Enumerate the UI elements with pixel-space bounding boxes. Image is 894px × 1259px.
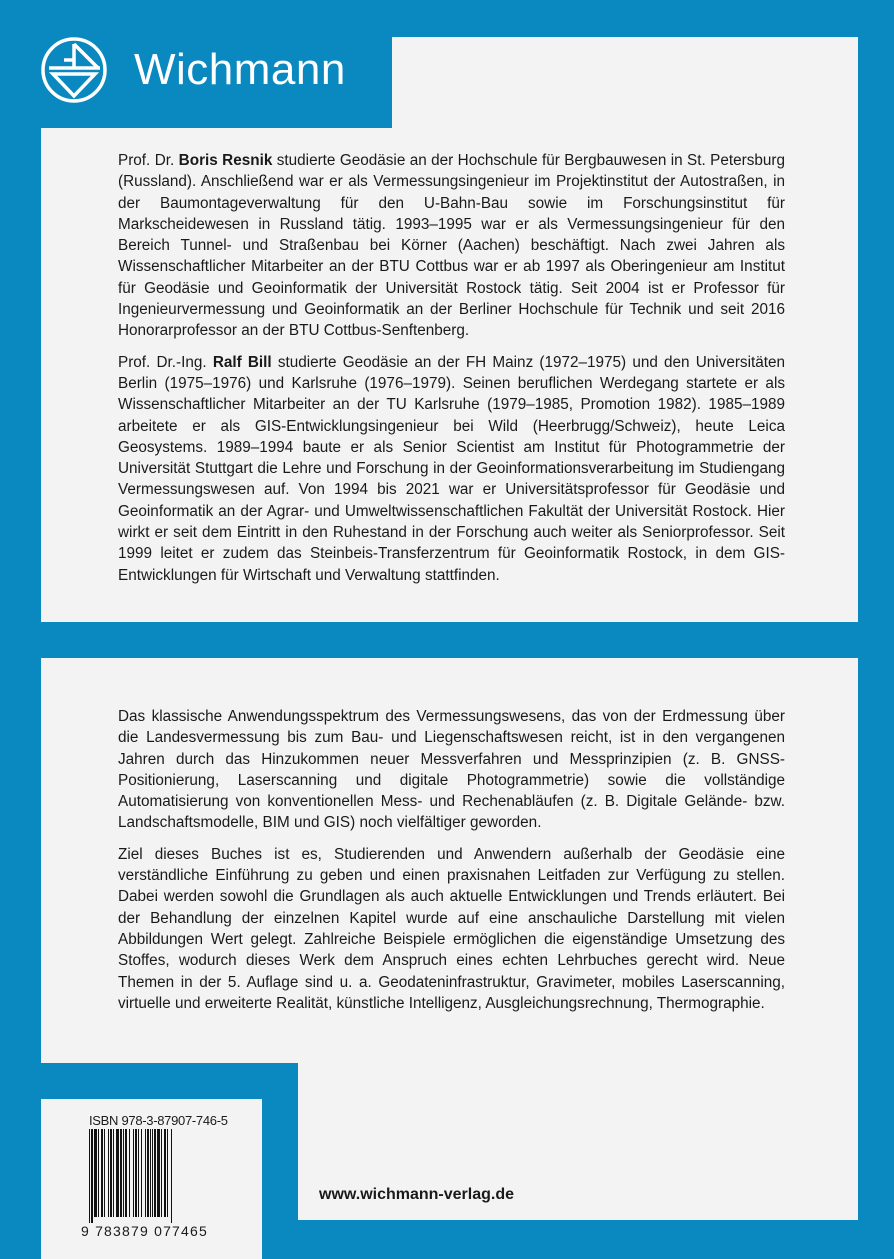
- barcode-box: [41, 1099, 262, 1259]
- barcode-bar: [89, 1129, 90, 1223]
- description-paragraph: Das klassische Anwendungsspektrum des Vermessungswesens, das von der Erdmessung über die Landesvermessung bis zum Bau- und Liegenschaftswesen reicht, ist in den vergangenen Jahren durch das Hinzukommen neuer Messverfahren und Messprinzipien (z. B. GNSS-Positionierung, Laserscanning und digitale Photogrammetrie) sowie die vollständige Automatisierung von konventionellen Mess- und Rechenabläufen (z. B. Digitale Gelände- bzw. Landschaftsmodelle, BIM und GIS) noch vielfältiger geworden.: [118, 708, 785, 832]
- barcode-bar: [91, 1129, 93, 1223]
- website-link[interactable]: www.wichmann-verlag.de: [319, 1186, 515, 1203]
- book-description: [118, 706, 785, 1024]
- barcode-bar: [116, 1129, 119, 1217]
- barcode-bar: [145, 1129, 146, 1217]
- barcode-bar: [98, 1129, 99, 1217]
- barcode-bar: [94, 1129, 97, 1217]
- barcode-bar: [152, 1129, 153, 1217]
- description-paragraph: Ziel dieses Buches ist es, Studierenden und Anwendern außerhalb der Geodäsie eine verständliche Einführung zu geben und einen praxisnahen Leitfaden zur Verfügung zu stellen. Dabei werden sowohl die Grundlagen als auch aktuelle Entwicklungen und Trends erläutert. Bei der Behandlung der einzelnen Kapitel wurde auf eine anschauliche Darstellung mit vielen Abbildungen Wert gelegt. Zahlreiche Beispiele ermöglichen die eigenständige Umsetzung des Stoffes, wodurch dieses Werk dem Anspruch eines echten Lehrbuches gerecht wird. Neue Themen in der 5. Auflage sind u. a. Geodateninfrastruktur, Gravimeter, mobiles Laserscanning, virtuelle und erweiterte Realität, künstliche Intelligenz, Ausgleichungsrechnung, Thermographie.: [118, 845, 785, 1012]
- panel-top-right: [392, 37, 858, 132]
- publisher-logo: [40, 36, 346, 104]
- wichmann-logo-icon: [40, 36, 108, 104]
- barcode-bar: [154, 1129, 156, 1217]
- barcode-bar: [161, 1129, 162, 1217]
- barcode-bar: [110, 1129, 112, 1217]
- barcode-icon: [89, 1129, 173, 1223]
- isbn-label: ISBN 978-3-87907-746-5: [89, 1113, 228, 1128]
- barcode-bar: [101, 1129, 103, 1217]
- author-bio: Prof. Dr. Boris Resnik studierte Geodäsie an der Hochschule für Bergbauwesen in St. Petersburg (Russland). Anschließend war er als Vermessungsingenieur im Projektinstitut der Autostraßen, in der Baumontageverwaltung für den U-Bahn-Bau sowie im Forschungsinstitut für Markscheidewesen in Russland tätig. 1993–1995 war er als Vermessungsingenieur für den Bereich Tunnel- und Straßenbau bei Körner (Aachen) beschäftigt. Nach zwei Jahren als Wissenschaftlicher Mitarbeiter an der BTU Cottbus war er ab 1997 als Oberingenieur am Institut für Geodäsie und Geoinformatik der Universität Rostock tätig. Seit 2004 ist er Professor für Ingenieurvermessung und Geoinformatik an der Berliner Hochschule für Technik und seit 2016 Honorarprofessor an der BTU Cottbus-Senftenberg.: [118, 152, 785, 340]
- barcode-bar: [141, 1129, 142, 1217]
- author-name: Boris Resnik: [178, 152, 273, 169]
- barcode-number: 9 783879 077465: [81, 1223, 208, 1239]
- barcode-bar: [123, 1129, 124, 1217]
- barcode-bar: [108, 1129, 109, 1217]
- author-name: Ralf Bill: [212, 353, 272, 371]
- author-bios: [118, 150, 785, 596]
- brand-name: Wichmann: [134, 45, 346, 94]
- barcode-bar: [157, 1129, 160, 1217]
- barcode-bar: [104, 1129, 105, 1217]
- barcode-bar: [125, 1129, 127, 1217]
- barcode-bar: [133, 1129, 134, 1217]
- barcode-bar: [171, 1129, 172, 1223]
- barcode-bar: [135, 1129, 137, 1217]
- barcode-bar: [167, 1129, 168, 1217]
- author-bio: Prof. Dr.-Ing. Ralf Bill studierte Geodäsie an der FH Mainz (1972–1975) und den Universitäten Berlin (1975–1976) und Karlsruhe (1976–1979). Seinen beruflichen Werdegang startete er als Wissenschaftlicher Mitarbeiter an der TU Karlsruhe (1979–1985, Promotion 1982). 1985–1989 arbeitete er als GIS-Entwicklungsingenieur bei Wild (Heerbrugg/Schweiz), heute Leica Geosystems. 1989–1994 baute er als Senior Scientist am Institut für Photogrammetrie der Universität Stuttgart die Lehre und Forschung in der Geoinformationsverarbeitung im Studiengang Vermessungswesen auf. Von 1994 bis 2021 war er Universitätsprofessor für Geodäsie und Geoinformatik an der Agrar- und Umweltwissenschaftlichen Fakultät der Universität Rostock. Hier wirkt er seit dem Eintritt in den Ruhestand in der Forschung auch weiter als Seniorprofessor. Seit 1999 leitet er zudem das Steinbeis-Transferzentrum für Geoinformatik Rostock, in dem GIS-Entwicklungen für Wirtschaft und Verwaltung stattfinden.: [118, 353, 785, 584]
- barcode-bar: [150, 1129, 151, 1217]
- barcode-bar: [164, 1129, 166, 1217]
- barcode-bar: [147, 1129, 149, 1217]
- barcode-bar: [138, 1129, 139, 1217]
- barcode-bar: [129, 1129, 130, 1217]
- barcode-bar: [120, 1129, 122, 1217]
- barcode-bar: [113, 1129, 114, 1217]
